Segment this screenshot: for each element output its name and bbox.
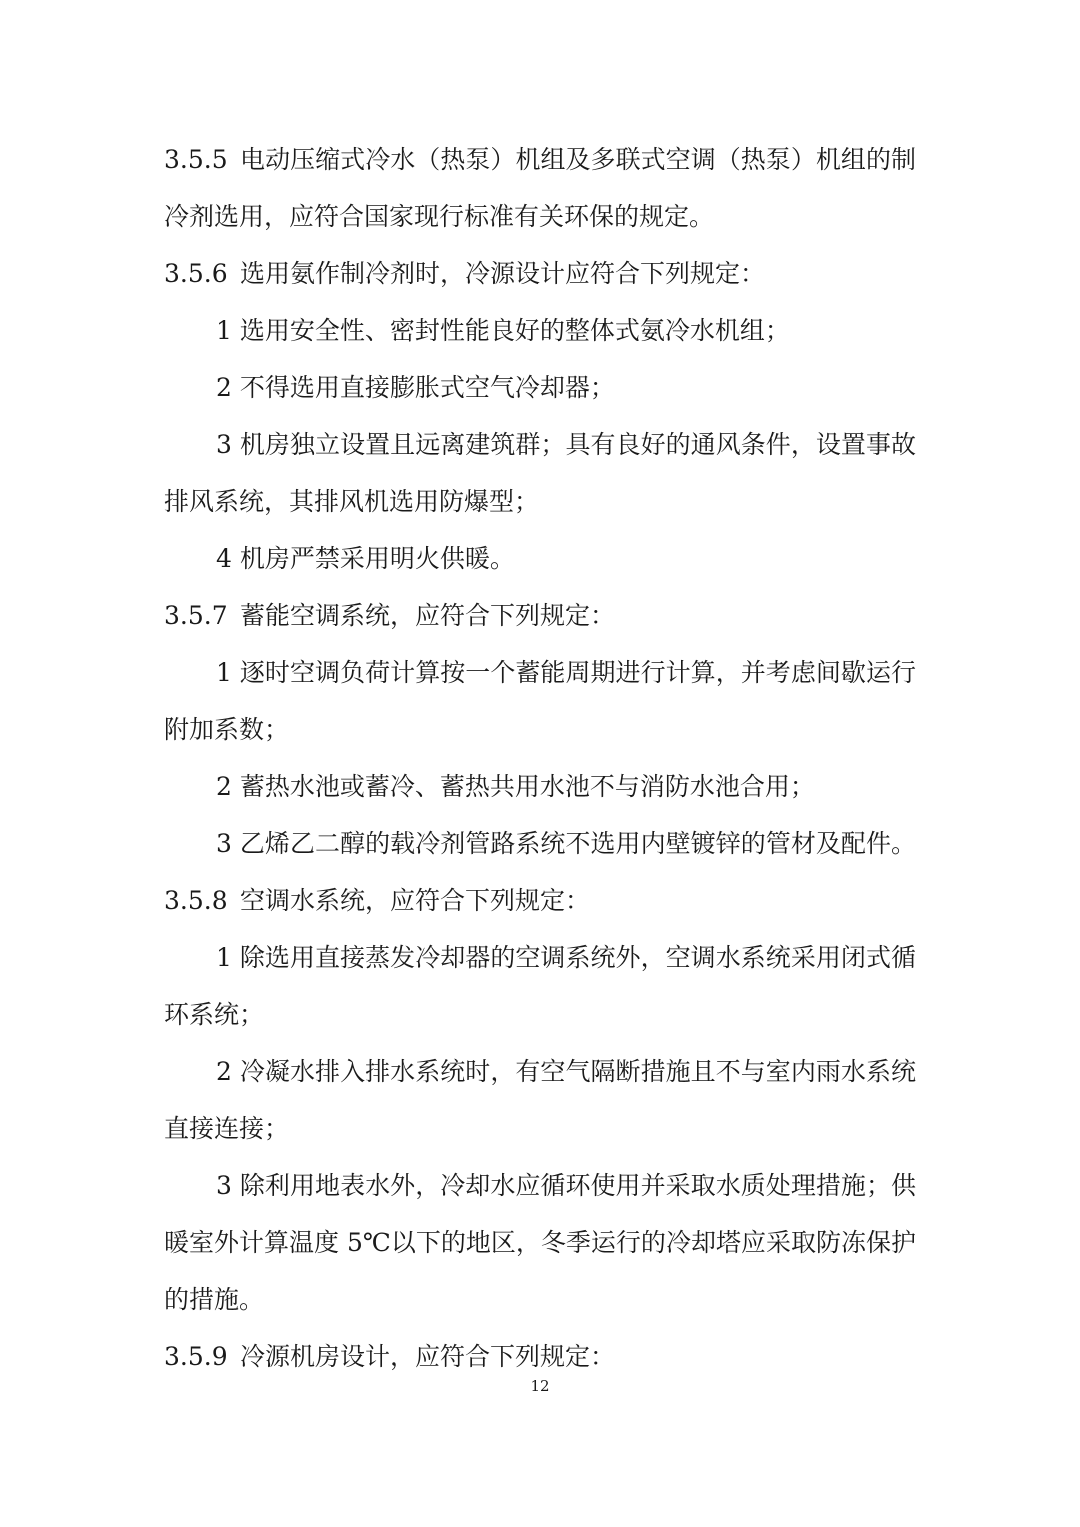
clause-text: 蓄能空调系统，应符合下列规定： xyxy=(240,601,616,630)
clause-number: 3.5.9 xyxy=(164,1342,228,1371)
clause-3-5-8-item-3-line-3: 的措施。 xyxy=(164,1285,265,1314)
clause-3-5-8-heading xyxy=(164,885,590,917)
clause-3-5-6-item-3-line-2: 排风系统，其排风机选用防爆型； xyxy=(164,487,540,516)
clause-3-5-8-item-1-line-1: 1 除选用直接蒸发冷却器的空调系统外，空调水系统采用闭式循 xyxy=(216,943,916,972)
clause-3-5-6-item-1: 1 选用安全性、密封性能良好的整体式氨冷水机组； xyxy=(216,316,790,345)
clause-number: 3.5.7 xyxy=(164,601,228,630)
clause-3-5-8-item-3-line-2: 暖室外计算温度 5℃以下的地区，冬季运行的冷却塔应采取防冻保护 xyxy=(164,1228,916,1257)
clause-3-5-7-heading xyxy=(164,600,615,632)
clause-number: 3.5.6 xyxy=(164,259,228,288)
clause-3-5-7-item-2: 2 蓄热水池或蓄冷、蓄热共用水池不与消防水池合用； xyxy=(216,772,815,801)
clause-text: 选用氨作制冷剂时，冷源设计应符合下列规定： xyxy=(240,259,766,288)
page-number: 12 xyxy=(530,1377,550,1395)
clause-text: 空调水系统，应符合下列规定： xyxy=(240,886,591,915)
clause-text: 电动压缩式冷水（热泵）机组及多联式空调（热泵）机组的制 xyxy=(240,145,916,174)
clause-3-5-5-line-2: 冷剂选用，应符合国家现行标准有关环保的规定。 xyxy=(164,202,715,231)
clause-3-5-6-item-4: 4 机房严禁采用明火供暖。 xyxy=(216,544,515,573)
clause-number: 3.5.8 xyxy=(164,886,228,915)
clause-3-5-7-item-1-line-1: 1 逐时空调负荷计算按一个蓄能周期进行计算，并考虑间歇运行 xyxy=(216,658,916,687)
clause-3-5-7-item-3: 3 乙烯乙二醇的载冷剂管路系统不选用内壁镀锌的管材及配件。 xyxy=(216,829,916,858)
clause-3-5-6-heading xyxy=(164,258,765,290)
clause-3-5-9-heading xyxy=(164,1341,615,1373)
clause-text: 冷源机房设计，应符合下列规定： xyxy=(240,1342,616,1371)
clause-3-5-7-item-1-line-2: 附加系数； xyxy=(164,715,290,744)
clause-3-5-8-item-2-line-2: 直接连接； xyxy=(164,1114,290,1143)
clause-number: 3.5.5 xyxy=(164,145,228,174)
clause-3-5-8-item-3-line-1: 3 除利用地表水外，冷却水应循环使用并采取水质处理措施；供 xyxy=(216,1171,916,1200)
clause-3-5-6-item-3-line-1: 3 机房独立设置且远离建筑群；具有良好的通风条件，设置事故 xyxy=(216,430,916,459)
clause-3-5-8-item-2-line-1: 2 冷凝水排入排水系统时，有空气隔断措施且不与室内雨水系统 xyxy=(216,1057,916,1086)
clause-3-5-5-line-1 xyxy=(164,144,916,176)
clause-3-5-8-item-1-line-2: 环系统； xyxy=(164,1000,265,1029)
clause-3-5-6-item-2: 2 不得选用直接膨胀式空气冷却器； xyxy=(216,373,615,402)
